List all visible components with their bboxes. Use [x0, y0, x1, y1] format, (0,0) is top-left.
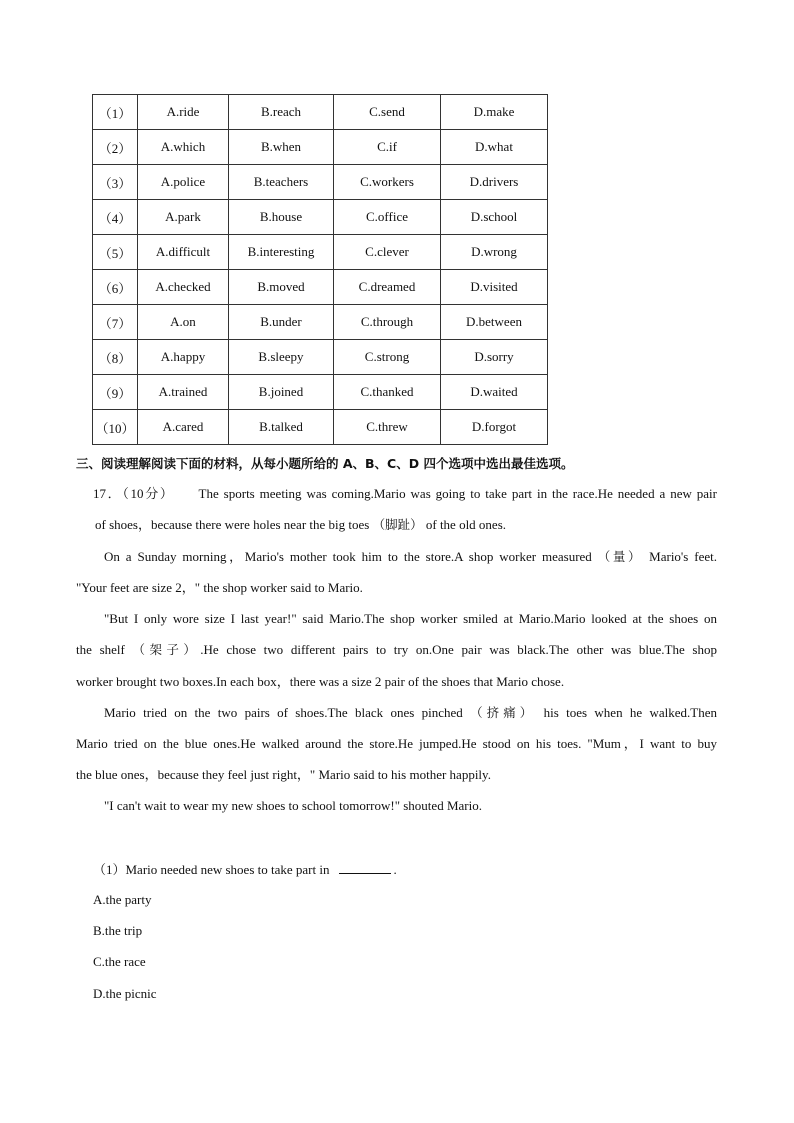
option-cell-b: B.talked: [229, 410, 334, 445]
option-cell-c: C.strong: [334, 340, 441, 375]
passage-line-8: [104, 705, 717, 721]
options-table-body: [93, 95, 548, 445]
question-stem-text: （1）Mario needed new shoes to take part in: [93, 862, 330, 877]
row-number-cell: （3）: [93, 165, 138, 200]
passage-line-1: [93, 486, 717, 502]
row-number-cell: （4）: [93, 200, 138, 235]
option-cell-b: B.house: [229, 200, 334, 235]
option-cell-a: A.checked: [138, 270, 229, 305]
table-row: [93, 235, 548, 270]
option-cell-d: D.what: [441, 130, 548, 165]
option-cell-d: D.sorry: [441, 340, 548, 375]
option-cell-d: D.between: [441, 305, 548, 340]
table-row: [93, 200, 548, 235]
option-cell-b: B.interesting: [229, 235, 334, 270]
option-cell-c: C.office: [334, 200, 441, 235]
option-cell-b: B.moved: [229, 270, 334, 305]
section-heading: 三、阅读理解阅读下面的材料，从每小题所给的 A、B、C、D 四个选项中选出最佳选项。: [76, 456, 574, 471]
option-cell-a: A.happy: [138, 340, 229, 375]
option-cell-b: B.under: [229, 305, 334, 340]
option-cell-c: C.thanked: [334, 375, 441, 410]
passage-line-3: [104, 549, 717, 565]
row-number-cell: （1）: [93, 95, 138, 130]
passage-line-11: "I can't wait to wear my new shoes to school tomorrow!" shouted Mario.: [104, 798, 482, 813]
passage-line-5: "But I only wore size I last year!" said Mario.The shop worker smiled at Mario.Mario looked at the shoes on: [104, 611, 717, 626]
option-cell-a: A.ride: [138, 95, 229, 130]
row-number-cell: （10）: [93, 410, 138, 445]
table-row: [93, 270, 548, 305]
passage-text: of the old ones.: [422, 517, 507, 532]
table-row: [93, 375, 548, 410]
gloss-text: （架子）: [132, 642, 201, 657]
table-row: [93, 95, 548, 130]
option-cell-c: C.threw: [334, 410, 441, 445]
gloss-text: （脚趾）: [372, 517, 423, 532]
option-cell-d: D.forgot: [441, 410, 548, 445]
option-cell-b: B.joined: [229, 375, 334, 410]
option-cell-d: D.drivers: [441, 165, 548, 200]
table-row: [93, 165, 548, 200]
passage-text: On a Sunday morning，Mario's mother took him to the store.A shop worker measured: [104, 549, 598, 564]
table-row: [93, 410, 548, 445]
option-cell-d: D.waited: [441, 375, 548, 410]
option-cell-c: C.send: [334, 95, 441, 130]
option-cell-c: C.clever: [334, 235, 441, 270]
option-cell-a: A.police: [138, 165, 229, 200]
option-d[interactable]: D.the picnic: [93, 986, 157, 1001]
option-cell-b: B.teachers: [229, 165, 334, 200]
passage-text: .He chose two different pairs to try on.One pair was black.The other was blue.The shop: [200, 642, 717, 657]
row-number-cell: （6）: [93, 270, 138, 305]
passage-line-7: worker brought two boxes.In each box，there was a size 2 pair of the shoes that Mario chose.: [76, 674, 565, 689]
question-number: 17．（10分）: [93, 486, 175, 501]
gloss-text: （挤痛）: [470, 705, 537, 720]
option-a[interactable]: A.the party: [93, 892, 152, 907]
row-number-cell: （9）: [93, 375, 138, 410]
passage-text: the shelf: [76, 642, 133, 657]
row-number-cell: （8）: [93, 340, 138, 375]
option-cell-b: B.when: [229, 130, 334, 165]
row-number-cell: （2）: [93, 130, 138, 165]
option-cell-d: D.make: [441, 95, 548, 130]
option-c[interactable]: C.the race: [93, 954, 146, 969]
table-row: [93, 130, 548, 165]
passage-text: Mario's feet.: [643, 549, 717, 564]
option-cell-a: A.trained: [138, 375, 229, 410]
option-cell-a: A.on: [138, 305, 229, 340]
option-cell-d: D.school: [441, 200, 548, 235]
option-cell-c: C.if: [334, 130, 441, 165]
answer-blank[interactable]: [339, 861, 391, 874]
passage-line-4: "Your feet are size 2，" the shop worker said to Mario.: [76, 580, 363, 595]
option-cell-c: C.dreamed: [334, 270, 441, 305]
passage-line-6: [76, 642, 717, 658]
option-cell-a: A.which: [138, 130, 229, 165]
table-row: [93, 340, 548, 375]
row-number-cell: （5）: [93, 235, 138, 270]
passage-line-9: Mario tried on the blue ones.He walked around the store.He jumped.He stood on his toes. "Mum，I want to buy: [76, 736, 717, 751]
table-row: [93, 305, 548, 340]
passage-text: of shoes，because there were holes near the big toes: [95, 517, 373, 532]
option-cell-d: D.visited: [441, 270, 548, 305]
option-b[interactable]: B.the trip: [93, 923, 143, 938]
option-cell-b: B.sleepy: [229, 340, 334, 375]
passage-line-2: [95, 517, 506, 533]
passage-text: his toes when he walked.Then: [536, 705, 717, 720]
option-cell-b: B.reach: [229, 95, 334, 130]
option-cell-c: C.through: [334, 305, 441, 340]
row-number-cell: （7）: [93, 305, 138, 340]
gloss-text: （量）: [597, 549, 644, 564]
option-cell-d: D.wrong: [441, 235, 548, 270]
passage-line-10: the blue ones，because they feel just right，" Mario said to his mother happily.: [76, 767, 491, 782]
question-1-stem: [93, 861, 397, 878]
option-cell-a: A.cared: [138, 410, 229, 445]
passage-text: Mario tried on the two pairs of shoes.The black ones pinched: [104, 705, 471, 720]
passage-text: The sports meeting was coming.Mario was going to take part in the race.He needed a new pair: [198, 486, 717, 501]
option-cell-a: A.park: [138, 200, 229, 235]
option-cell-a: A.difficult: [138, 235, 229, 270]
option-cell-c: C.workers: [334, 165, 441, 200]
options-table: [92, 94, 548, 445]
question-stem-end: .: [393, 862, 397, 877]
